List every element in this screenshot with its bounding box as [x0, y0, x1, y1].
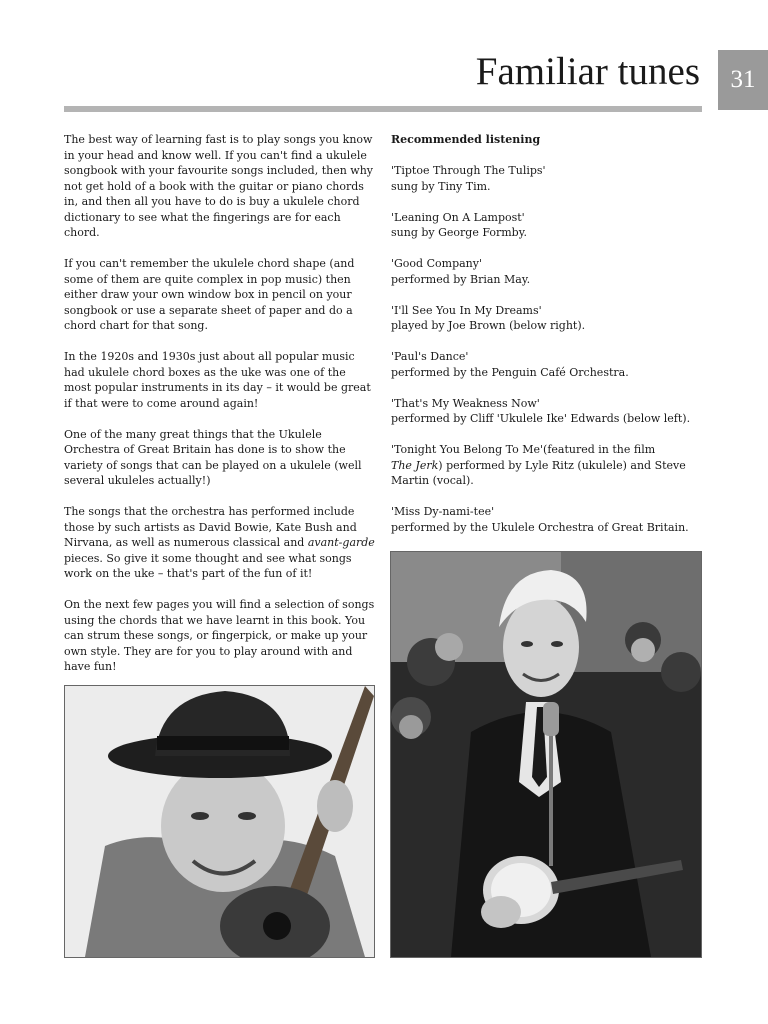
listening-item: [391, 396, 709, 427]
song-title: 'Good Company': [391, 257, 482, 270]
listening-item: [391, 349, 709, 380]
song-credit: performed by Cliff 'Ukulele Ike' Edwards (below left).: [391, 412, 691, 425]
paragraph: The best way of learning fast is to play songs you know in your head and know well. If you can't find a ukulele songbook with your favourite songs included, then why not get hold of a book with the guitar or piano chords in, and then all you have to do is buy a ukulele chord dictionary to see what the fingerings are for each chord.: [64, 133, 374, 239]
paragraph-text: pieces. So give it some thought and see what songs work on the uke – that's part of the fun of it!: [64, 551, 352, 580]
paragraph-text: The songs that the orchestra has performed include those by such artists as David Bowie, Kate Bush and Nirvana, as well as numerous classical and: [64, 505, 357, 549]
listening-item: [391, 210, 709, 241]
listening-item: [391, 504, 709, 535]
song-credit: performed by the Penguin Café Orchestra.: [391, 365, 629, 379]
song-title: 'Miss Dy-nami-tee': [391, 505, 495, 518]
song-title: 'That's My Weakness Now': [391, 396, 540, 410]
song-credit: [391, 459, 686, 488]
page-title: Familiar tunes: [475, 50, 700, 93]
paragraph-italic: avant-garde: [307, 536, 375, 549]
song-credit: performed by the Ukulele Orchestra of Great Britain.: [391, 520, 689, 534]
song-credit: sung by George Formby.: [391, 226, 527, 239]
song-credit: sung by Tiny Tim.: [391, 179, 491, 193]
song-title: 'Tiptoe Through The Tulips': [391, 164, 546, 177]
left-column: [64, 132, 376, 690]
listening-heading: Recommended listening: [391, 133, 541, 146]
song-credit: played by Joe Brown (below right).: [391, 319, 586, 332]
listening-item: [391, 256, 709, 287]
song-title: 'Tonight You Belong To Me'(featured in the film: [391, 443, 656, 456]
song-title: 'Leaning On A Lampost': [391, 210, 525, 224]
paragraph: One of the many great things that the Ukulele Orchestra of Great Britain has done is to show the variety of songs that can be played on a ukulele (well several ukuleles actually!): [64, 427, 362, 487]
photo-man-with-ukulele-image: [65, 686, 374, 957]
paragraph: In the 1920s and 1930s just about all popular music had ukulele chord boxes as the uke was one of the most popular instruments in its day – it would be great if that were to come around again!: [64, 350, 371, 410]
photo-joe-brown: [390, 551, 702, 958]
right-column: [391, 132, 709, 551]
listening-item: [391, 163, 709, 194]
paragraph: [64, 504, 376, 582]
page-number: 31: [718, 50, 768, 110]
header-rule: [64, 106, 702, 112]
photo-performer-with-banjo-image: [391, 552, 701, 957]
song-credit: performed by Brian May.: [391, 272, 531, 286]
film-title: The Jerk: [391, 458, 439, 472]
paragraph: On the next few pages you will find a selection of songs using the chords that we have learnt in this book. You can strum these songs, or fingerpick, or make up your own style. They are for you to play around with and have fun!: [64, 598, 375, 673]
song-title: 'I'll See You In My Dreams': [391, 303, 542, 317]
listening-item: [391, 303, 709, 334]
paragraph: If you can't remember the ukulele chord shape (and some of them are quite complex in pop music) then either draw your own window box in pencil on your songbook or use a separate sheet of paper and do a chord chart for that song.: [64, 257, 355, 332]
song-title: 'Paul's Dance': [391, 350, 469, 363]
photo-cliff-edwards: [64, 685, 375, 958]
credit-text: ) performed by Lyle Ritz (ukulele) and Steve Martin (vocal).: [391, 458, 686, 487]
listening-item: [391, 442, 709, 489]
